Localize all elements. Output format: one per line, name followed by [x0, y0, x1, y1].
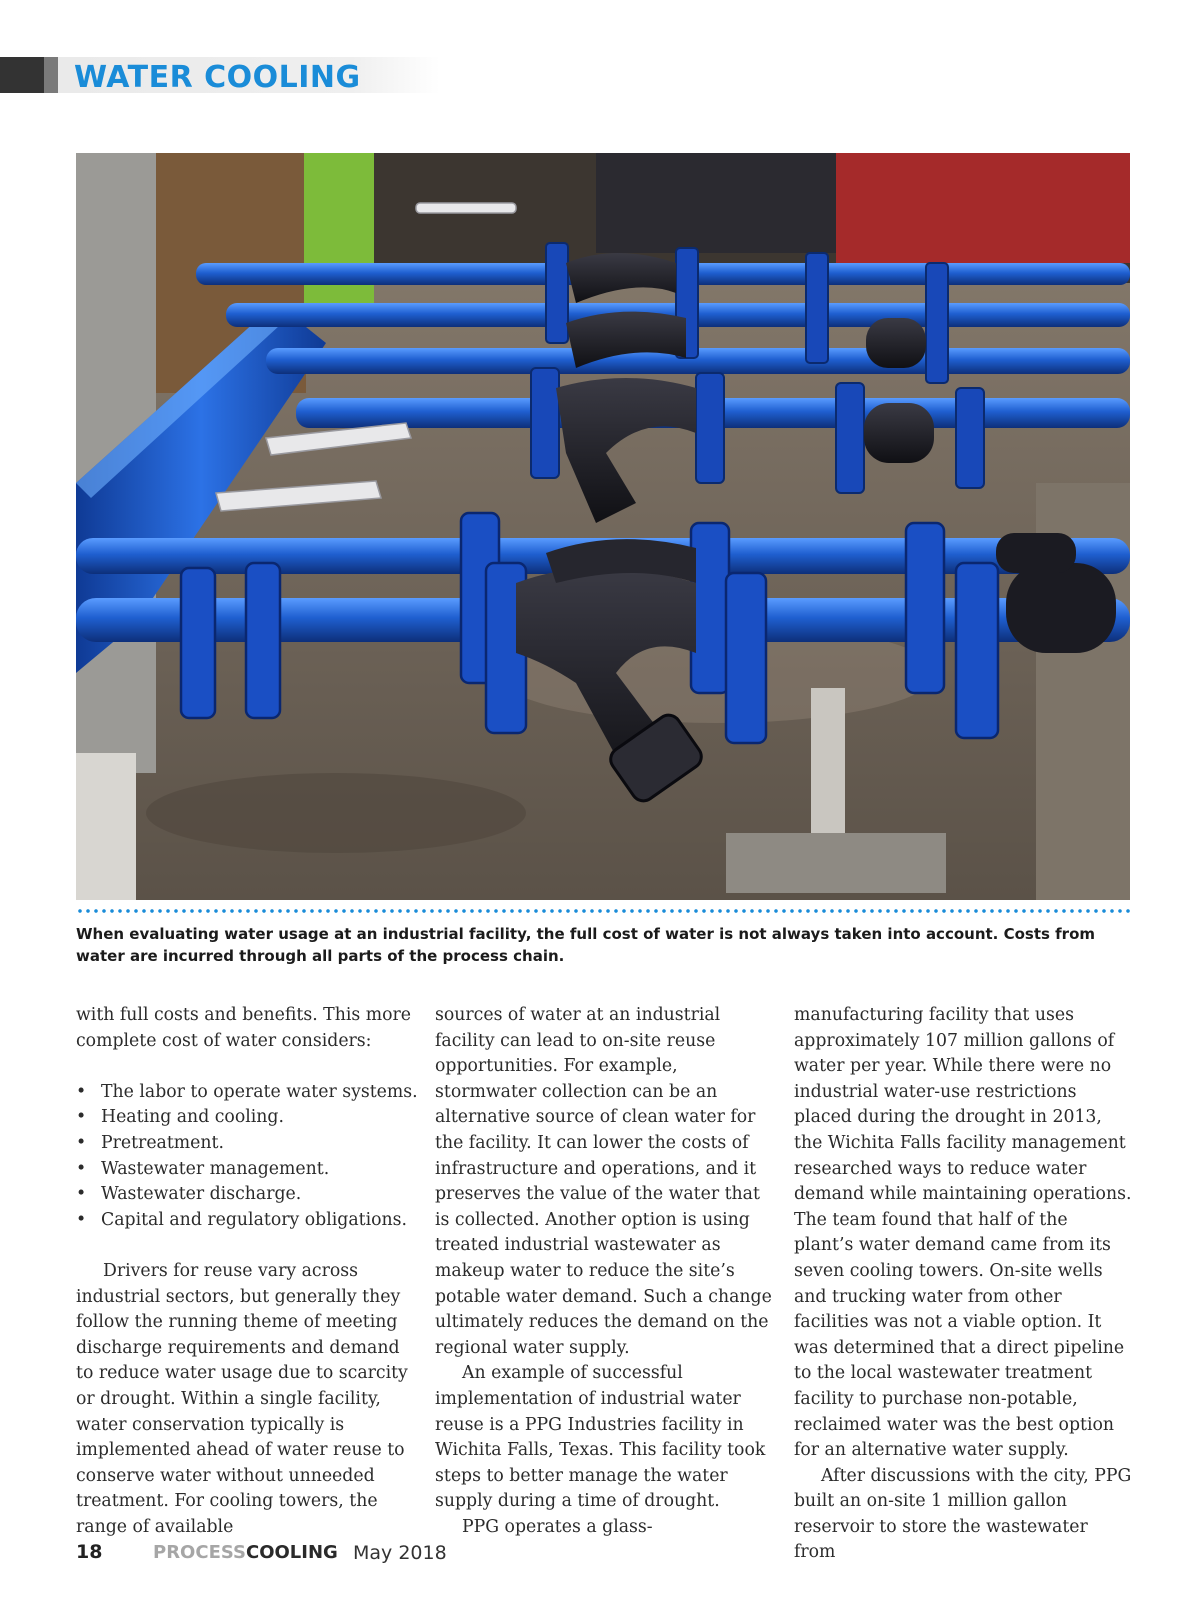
body-column-3 [794, 1003, 1132, 1566]
column3-paragraph-1: manufacturing facility that uses approximately 107 million gallons of water per year. While there were no industrial water-use restrictions placed during the drought in 2013, the Wichita Falls facility management researched ways to reduce water demand while maintaining operations. The team found that half of the plant’s water demand came from its seven cooling towers. On-site wells and trucking water from other facilities was not a viable option. It was determined that a direct pipeline to the local wastewater treatment facility to purchase non-potable, reclaimed water was the best option for an alternative water supply. [794, 1005, 1132, 1461]
column3-paragraph-2: After discussions with the city, PPG built an on-site 1 million gallon reservoir to store the wastewater from [794, 1465, 1132, 1563]
column2-paragraph-3: PPG operates a glass- [462, 1516, 653, 1537]
header-accent-gray [44, 57, 58, 93]
column2-paragraph-2: An example of successful implementation of industrial water reuse is a PPG Industries facility in Wichita Falls, Texas. This facility took steps to better manage the water supply during a time of drought. [435, 1363, 766, 1512]
photo-caption: When evaluating water usage at an industrial facility, the full cost of water is not always taken into account. Costs from water are incurred through all parts of the process chain. [76, 925, 1096, 965]
section-header [0, 57, 440, 93]
publication-name-part1: PROCESS [153, 1542, 246, 1563]
spacer [76, 1233, 414, 1259]
publication-name-part2: COOLING [245, 1542, 338, 1563]
spacer [76, 1054, 414, 1080]
column2-paragraph-1: sources of water at an industrial facility can lead to on-site reuse opportunities. For example, stormwater collection can be an alternative source of clean water for the facility. It can lower the costs of infrastructure and operations, and it preserves the value of the water that is collected. Another option is using treated industrial wastewater as makeup water to reduce the site’s potable water demand. Such a change ultimately reduces the demand on the regional water supply. [435, 1005, 772, 1358]
bullet-item: • Pretreatment. [76, 1131, 414, 1157]
column1-intro: with full costs and benefits. This more complete cost of water considers: [76, 1005, 412, 1051]
cost-bullet-list [76, 1080, 418, 1234]
bullet-item: • Capital and regulatory obligations. [76, 1208, 414, 1234]
section-title: WATER COOLING [74, 60, 361, 95]
body-column-2 [435, 1003, 773, 1540]
page-number: 18 [76, 1541, 103, 1563]
publication-name [153, 1542, 338, 1563]
bullet-item: • Wastewater discharge. [76, 1182, 414, 1208]
issue-date: May 2018 [353, 1542, 447, 1564]
bullet-item: • Wastewater management. [76, 1157, 414, 1183]
industrial-pipes-photo [76, 153, 1130, 900]
bullet-item: • The labor to operate water systems. [76, 1080, 414, 1106]
caption-divider [76, 908, 1130, 914]
column1-paragraph: Drivers for reuse vary across industrial sectors, but generally they follow the running theme of meeting discharge requirements and demand to reduce water usage due to scarcity or drought. Within a single facility, water conservation typically is implemented ahead of water reuse to conserve water without unneeded treatment. For cooling towers, the range of available [76, 1260, 408, 1537]
body-column-1 [76, 1003, 418, 1540]
header-accent-dark [0, 57, 44, 93]
bullet-item: • Heating and cooling. [76, 1105, 414, 1131]
